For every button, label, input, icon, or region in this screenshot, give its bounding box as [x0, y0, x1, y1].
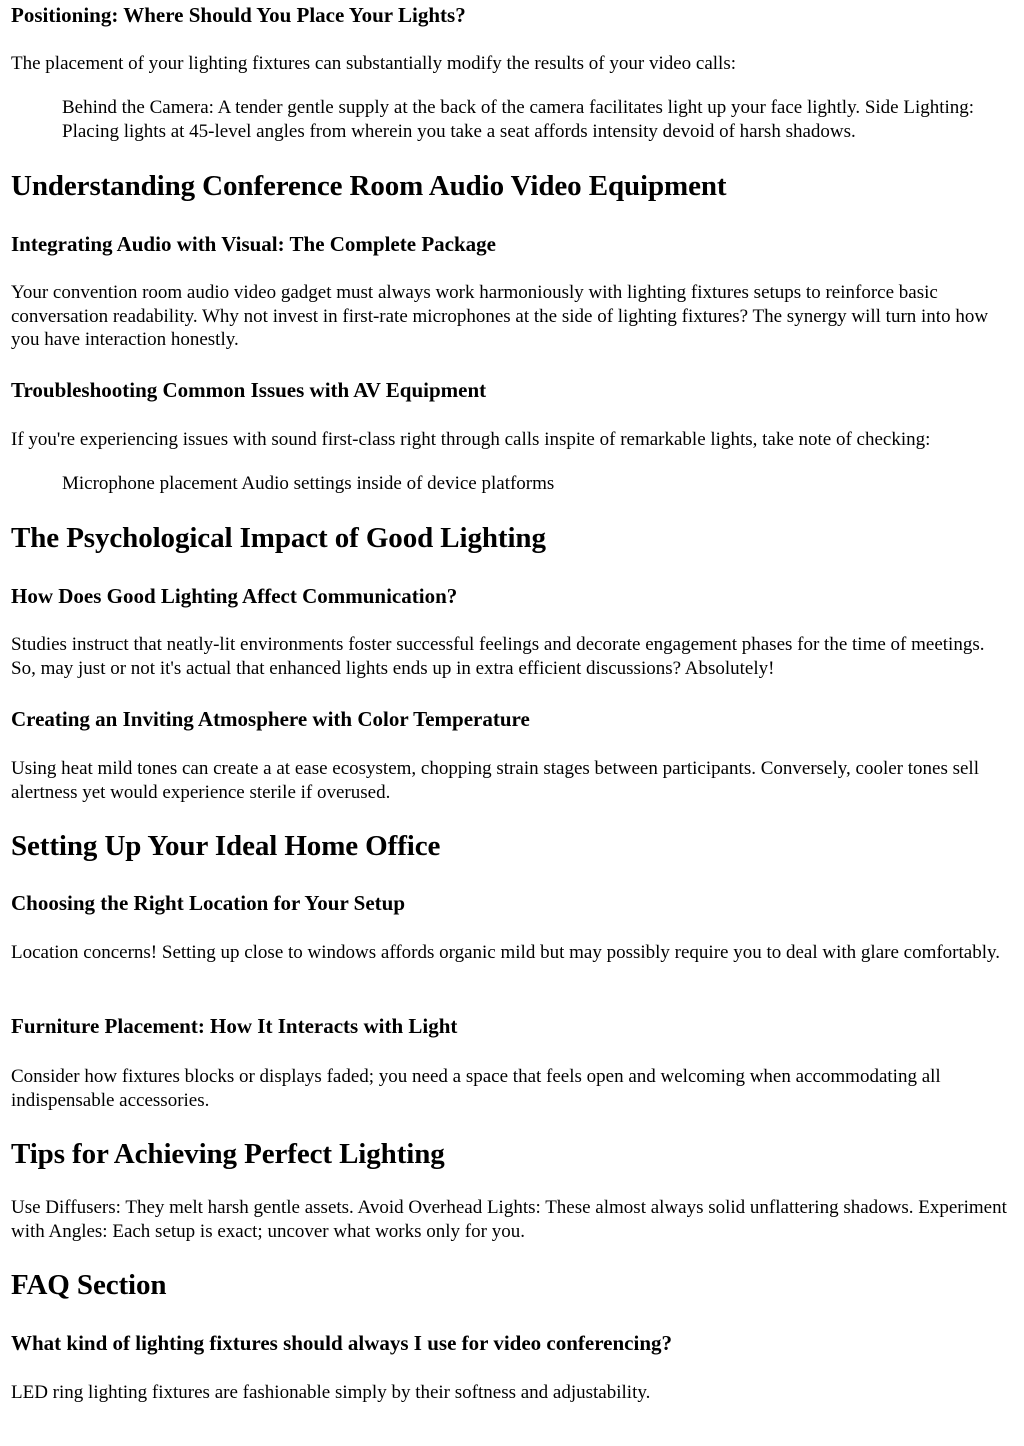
troubleshooting-paragraph: If you're experiencing issues with sound first-class right through calls inspite of remarkable lights, take note of checking:	[11, 429, 931, 450]
integrating-audio-paragraph: Your convention room audio video gadget must always work harmoniously with lighting fixtures setups to reinforce basic conversation readability. Why not invest in first-rate microphones at the side of lighting fixtures? The synergy will turn into how you have interaction honestly.	[11, 282, 989, 350]
positioning-intro-paragraph: The placement of your lighting fixtures can substantially modify the results of your video calls:	[11, 53, 736, 74]
location-paragraph: Location concerns! Setting up close to windows affords organic mild but may possibly require you to deal with glare comfortably.	[11, 942, 1001, 963]
color-temperature-heading: Creating an Inviting Atmosphere with Color Temperature	[11, 707, 530, 731]
troubleshooting-heading: Troubleshooting Common Issues with AV Equipment	[11, 378, 487, 402]
av-equipment-heading: Understanding Conference Room Audio Video Equipment	[11, 170, 727, 202]
communication-heading: How Does Good Lighting Affect Communication?	[11, 584, 458, 608]
furniture-paragraph: Consider how fixtures blocks or displays faded; you need a space that feels open and welcoming when accommodating all indispensable accessories.	[11, 1066, 941, 1111]
psychological-impact-heading: The Psychological Impact of Good Lighting	[11, 522, 546, 554]
faq-answer-paragraph: LED ring lighting fixtures are fashionable simply by their softness and adjustability.	[11, 1382, 651, 1403]
furniture-heading: Furniture Placement: How It Interacts with Light	[11, 1014, 458, 1038]
integrating-audio-heading: Integrating Audio with Visual: The Complete Package	[11, 232, 496, 256]
positioning-heading: Positioning: Where Should You Place Your Lights?	[11, 3, 466, 27]
tips-paragraph: Use Diffusers: They melt harsh gentle assets. Avoid Overhead Lights: These almost always solid unflattering shadows. Experiment with Angles: Each setup is exact; uncover what works only for you.	[11, 1197, 1007, 1242]
location-heading: Choosing the Right Location for Your Setup	[11, 891, 405, 915]
home-office-heading: Setting Up Your Ideal Home Office	[11, 830, 441, 862]
faq-question-heading: What kind of lighting fixtures should always I use for video conferencing?	[11, 1331, 672, 1355]
communication-paragraph: Studies instruct that neatly-lit environments foster successful feelings and decorate engagement phases for the time of meetings. So, may just or not it's actual that enhanced lights ends up in extra efficient discussions? Absolutely!	[11, 634, 985, 679]
positioning-quote: Behind the Camera: A tender gentle supply at the back of the camera facilitates light up your face lightly. Side Lighting: Placing lights at 45-level angles from wherein you take a seat affords intensity devoid of harsh shadows.	[62, 97, 975, 142]
tips-heading: Tips for Achieving Perfect Lighting	[11, 1138, 445, 1170]
color-temperature-paragraph: Using heat mild tones can create a at ease ecosystem, chopping strain stages between participants. Conversely, cooler tones sell alertness yet would experience sterile if overused.	[11, 758, 979, 803]
troubleshooting-quote: Microphone placement Audio settings inside of device platforms	[62, 473, 555, 494]
faq-heading: FAQ Section	[11, 1269, 167, 1301]
